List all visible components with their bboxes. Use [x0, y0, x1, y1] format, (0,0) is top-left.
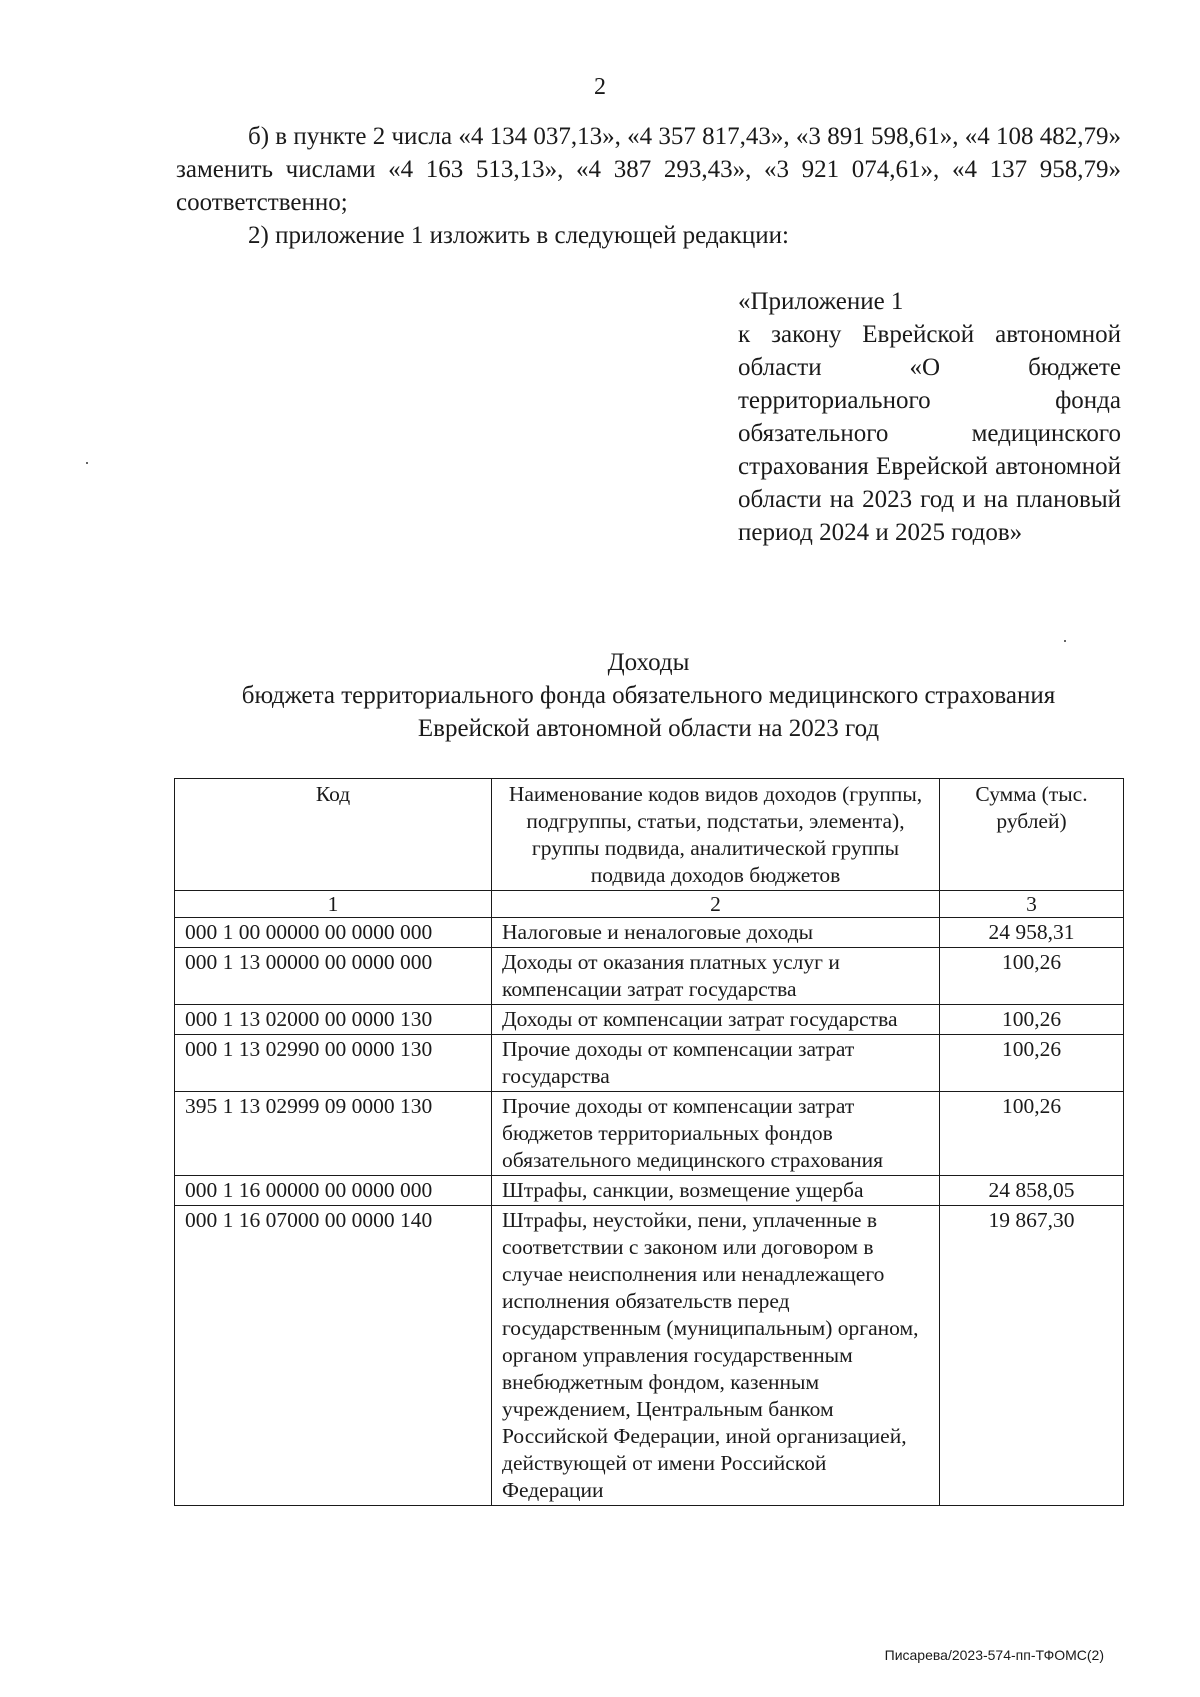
- intro-text: [176, 120, 1121, 252]
- scan-speck: [1064, 640, 1066, 642]
- title-line-1: Доходы: [607, 649, 690, 676]
- row-code: 000 1 16 07000 00 0000 140: [175, 1206, 492, 1506]
- income-table: [174, 778, 1124, 1506]
- row-code: 000 1 16 00000 00 0000 000: [175, 1176, 492, 1206]
- table-row: [175, 1035, 1124, 1092]
- table-row: [175, 1005, 1124, 1035]
- row-name: Прочие доходы от компенсации затрат государства: [492, 1035, 940, 1092]
- row-sum: 100,26: [940, 948, 1124, 1005]
- row-sum: 100,26: [940, 1092, 1124, 1176]
- table-header-row: [175, 779, 1124, 891]
- row-sum: 24 958,31: [940, 918, 1124, 948]
- row-name: Штрафы, неустойки, пени, уплаченные в соответствии с законом или договором в случае неисполнения или ненадлежащего исполнения обязательств перед государственным (муниципальным) органом, органом управления государственным внебюджетным фондом, казенным учреждением, Центральным банком Российской Федерации, иной организацией, действующей от имени Российской Федерации: [492, 1206, 940, 1506]
- title-line-2: бюджета территориального фонда обязательного медицинского страхования: [241, 682, 1056, 709]
- header-name: Наименование кодов видов доходов (группы, подгруппы, статьи, подстатьи, элемента), группы подвида, аналитической группы подвида доходов бюджетов: [492, 779, 940, 891]
- paragraph-b: б) в пункте 2 числа «4 134 037,13», «4 357 817,43», «3 891 598,61», «4 108 482,79» заменить числами «4 163 513,13», «4 387 293,43», «3 921 074,61», «4 137 958,79» соответственно;: [176, 123, 1121, 216]
- paragraph-2: 2) приложение 1 изложить в следующей редакции:: [248, 222, 789, 249]
- scan-speck: [86, 462, 88, 464]
- row-sum: 100,26: [940, 1005, 1124, 1035]
- row-name: Доходы от компенсации затрат государства: [492, 1005, 940, 1035]
- row-name: Штрафы, санкции, возмещение ущерба: [492, 1176, 940, 1206]
- row-code: 395 1 13 02999 09 0000 130: [175, 1092, 492, 1176]
- row-name: Налоговые и неналоговые доходы: [492, 918, 940, 948]
- header-code: Код: [175, 779, 492, 891]
- row-code: 000 1 13 00000 00 0000 000: [175, 948, 492, 1005]
- table-row: [175, 1092, 1124, 1176]
- column-number: 2: [492, 891, 940, 918]
- row-code: 000 1 00 00000 00 0000 000: [175, 918, 492, 948]
- footer-reference: Писарева/2023-574-пп-ТФОМС(2): [884, 1647, 1104, 1663]
- row-sum: 19 867,30: [940, 1206, 1124, 1506]
- appendix-law-reference: к закону Еврейской автономной области «О бюджете территориального фонда обязательного медицинского страхования Еврейской автономной области на 2023 год и на плановый период 2024 и 2025 годов»: [738, 321, 1121, 546]
- title-line-3: Еврейской автономной области на 2023 год: [417, 715, 880, 742]
- table-row: [175, 1176, 1124, 1206]
- table-row: [175, 1206, 1124, 1506]
- column-number: 3: [940, 891, 1124, 918]
- header-sum: Сумма (тыс. рублей): [940, 779, 1124, 891]
- row-code: 000 1 13 02990 00 0000 130: [175, 1035, 492, 1092]
- page-number: 2: [594, 74, 606, 100]
- document-title: [176, 646, 1121, 745]
- row-name: Прочие доходы от компенсации затрат бюджетов территориальных фондов обязательного медицинского страхования: [492, 1092, 940, 1176]
- appendix-heading: [738, 285, 1121, 549]
- row-name: Доходы от оказания платных услуг и компенсации затрат государства: [492, 948, 940, 1005]
- row-sum: 100,26: [940, 1035, 1124, 1092]
- column-number-row: [175, 891, 1124, 918]
- table-row: [175, 948, 1124, 1005]
- column-number: 1: [175, 891, 492, 918]
- table-row: [175, 918, 1124, 948]
- appendix-title: «Приложение 1: [738, 288, 904, 315]
- row-sum: 24 858,05: [940, 1176, 1124, 1206]
- row-code: 000 1 13 02000 00 0000 130: [175, 1005, 492, 1035]
